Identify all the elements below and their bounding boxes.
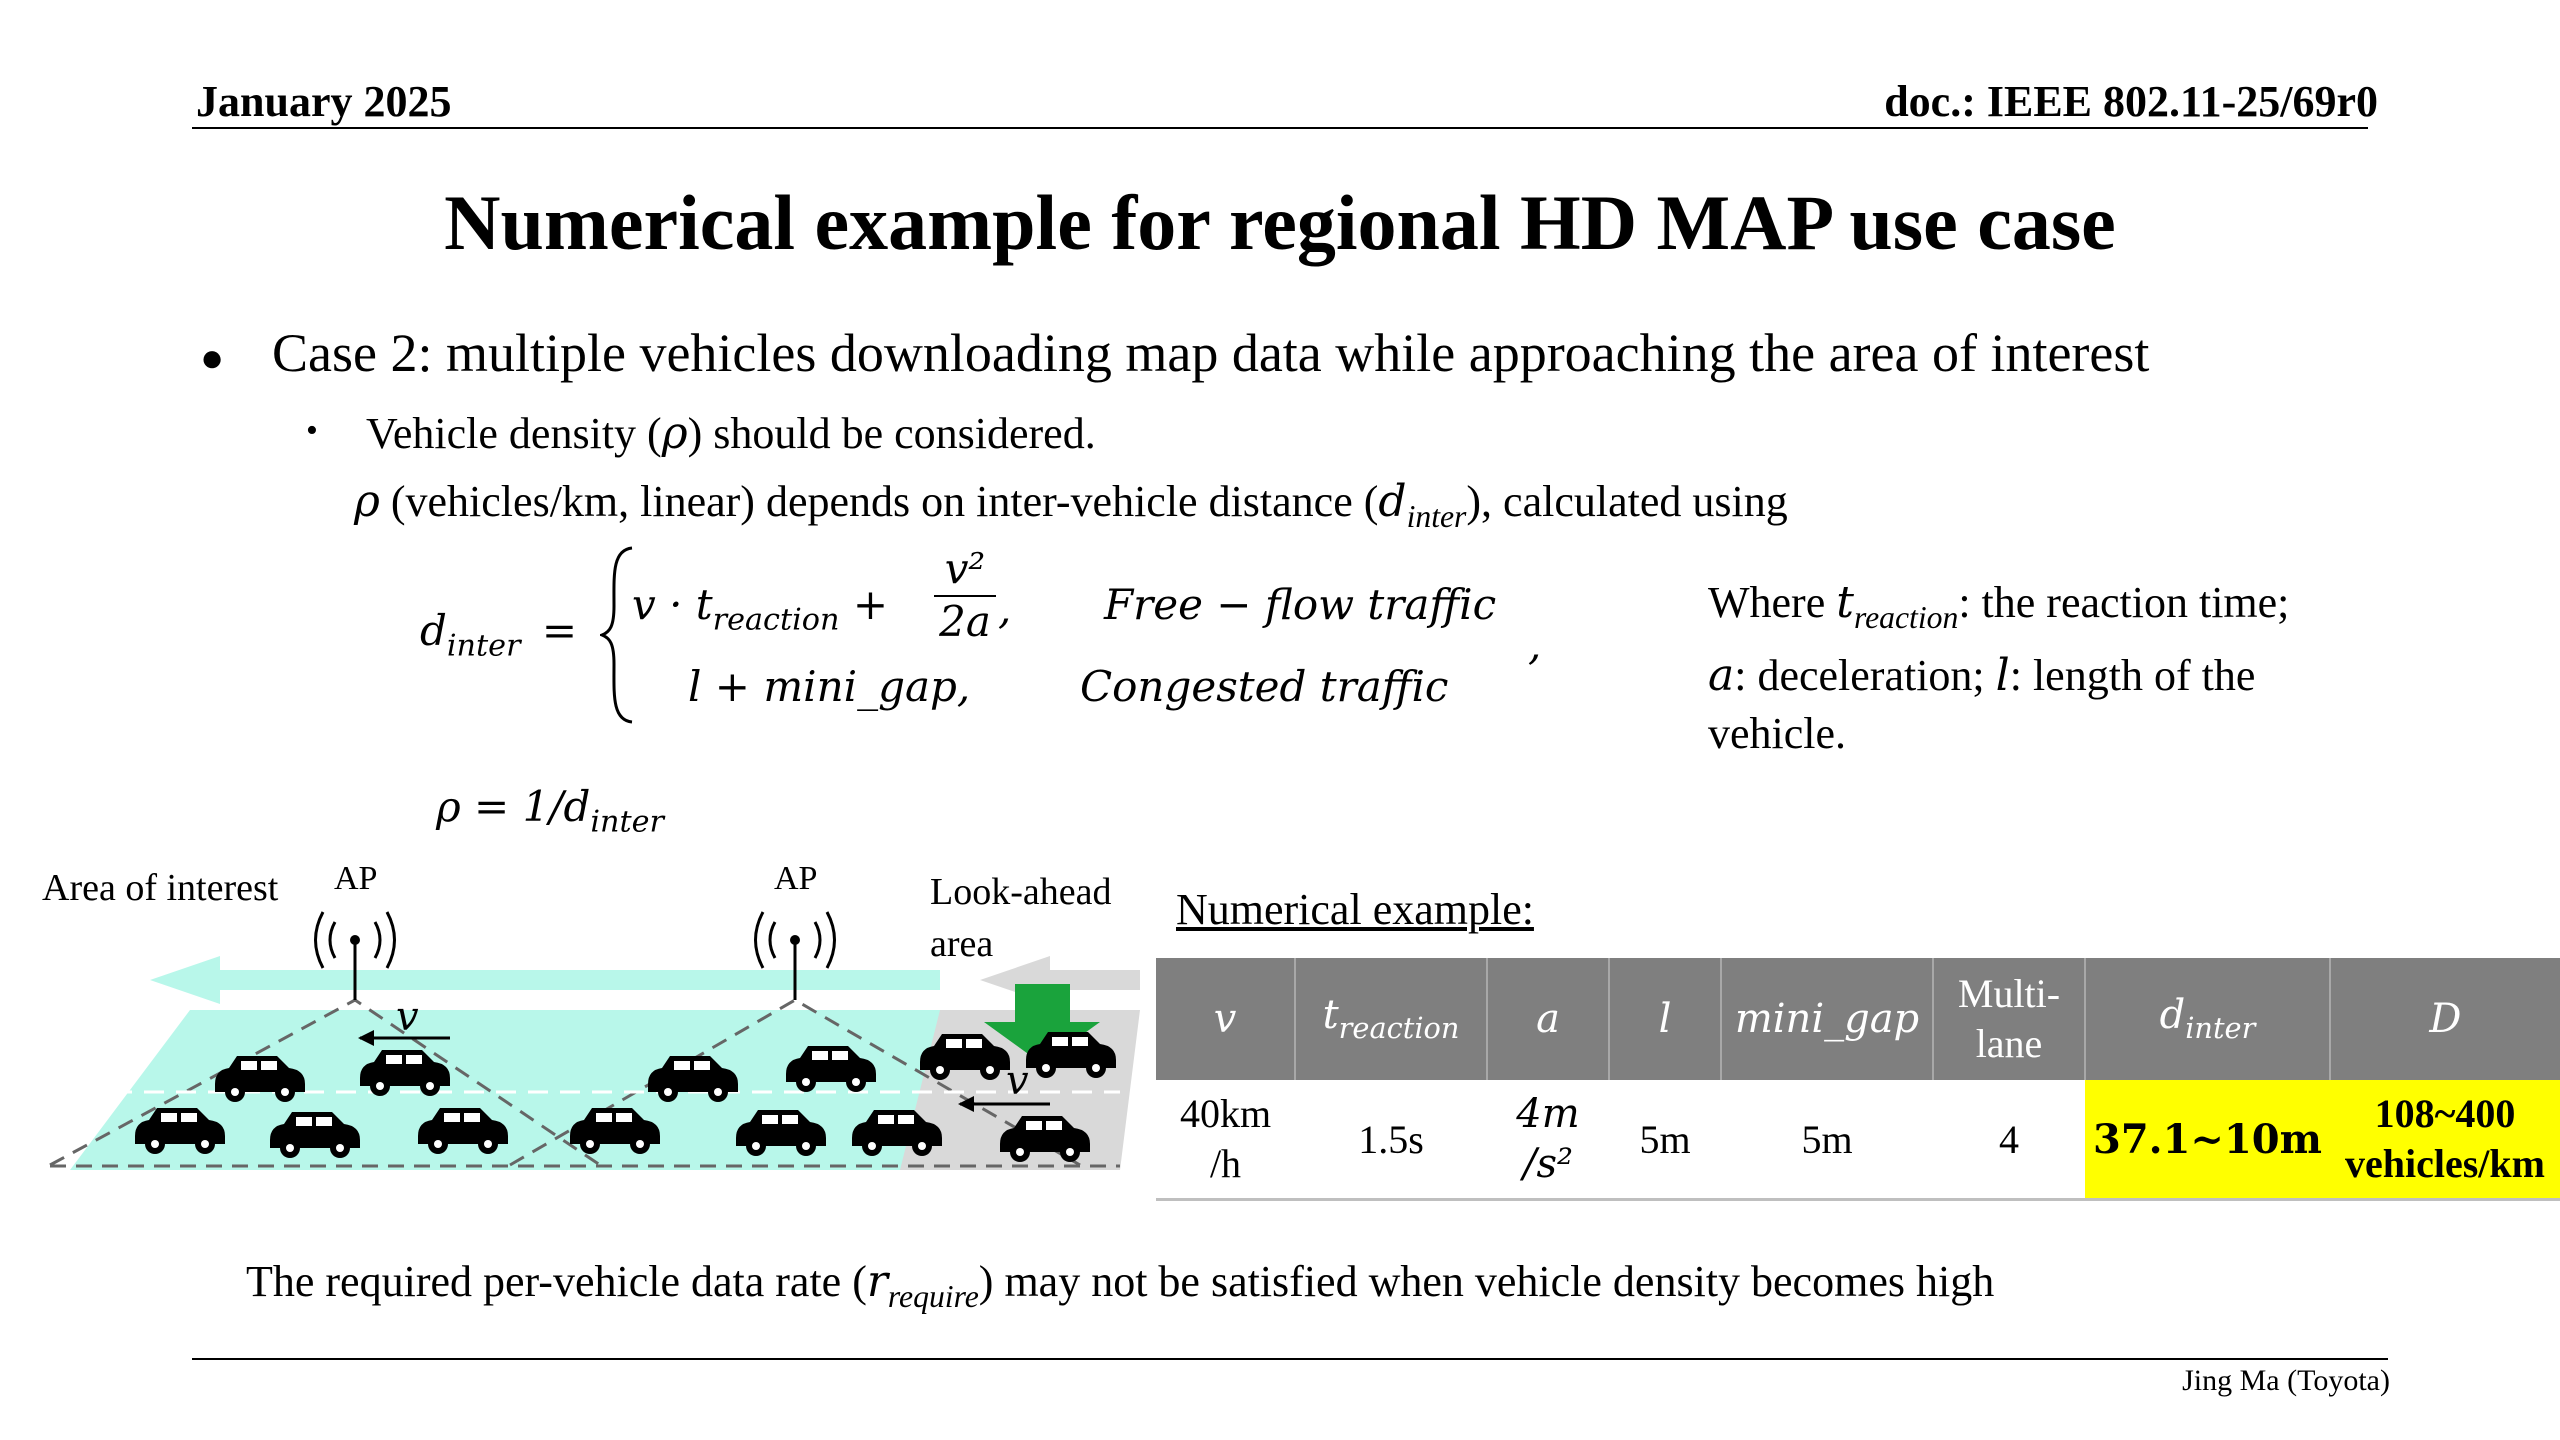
congested-label: Congested traffic xyxy=(1080,662,1449,711)
col-mini-gap: mini_gap xyxy=(1721,958,1933,1080)
bullet-case-2: Case 2: multiple vehicles downloading map data while approaching the area of interest xyxy=(272,323,2150,383)
col-a: a xyxy=(1487,958,1609,1080)
ap-label-2: AP xyxy=(774,860,818,897)
table-header-row xyxy=(1156,958,2560,1080)
cell-d: 108~400 vehicles/km xyxy=(2330,1080,2560,1200)
cell-l: 5m xyxy=(1609,1080,1721,1200)
col-multi-lane: Multi- lane xyxy=(1933,958,2085,1080)
road-diagram xyxy=(40,860,1150,1180)
col-v: v xyxy=(1156,958,1295,1080)
free-flow-label: Free − flow traffic xyxy=(1104,580,1497,629)
cell-d-inter: 37.1~10m xyxy=(2085,1080,2330,1200)
rho-formula: $\rho = 1/d_{inter}$ xyxy=(436,782,664,840)
col-t-reaction: $t_{reaction}$ xyxy=(1295,958,1487,1080)
ap-label-1: AP xyxy=(334,860,378,897)
cell-v: 40km /h xyxy=(1156,1080,1295,1200)
col-d-inter: $d_{inter}$ xyxy=(2085,958,2330,1080)
footer-rule xyxy=(192,1358,2388,1360)
velocity-label-2: v xyxy=(1006,1058,1029,1104)
footer-author: Jing Ma (Toyota) xyxy=(2182,1364,2390,1397)
table-row xyxy=(1156,1080,2560,1200)
numerical-example-heading: Numerical example: xyxy=(1176,885,1534,934)
bullet-vehicle-density: Vehicle density (ρ) should be considered. xyxy=(366,408,1096,459)
conclusion-text: The required per-vehicle data rate $(r_{require})$ may not be satisfied when vehicle density becomes high xyxy=(246,1256,1995,1315)
cell-multi-lane: 4 xyxy=(1933,1080,2085,1200)
d-inter-formula: $d_{inter}$ = $v \cdot t_{reaction}$ + v² 2a , Free − flow traffic l + mini_gap, Congested traffic , xyxy=(420,540,1570,740)
cell-a: 4m /s² xyxy=(1487,1080,1609,1200)
numerical-table xyxy=(1156,958,2560,1201)
header-rule xyxy=(192,127,2368,129)
header-date: January 2025 xyxy=(196,77,452,126)
variable-definitions: Where $t_{reaction}$: the reaction time; a: deceleration; l: length of the vehicle. xyxy=(1708,577,2290,759)
cell-mini-gap: 5m xyxy=(1721,1080,1933,1200)
velocity-label-1: v xyxy=(396,994,419,1040)
bullet-dot-1: ● xyxy=(200,335,225,380)
look-ahead-label: Look-ahead area xyxy=(930,871,1112,965)
bullet-dot-2: • xyxy=(306,412,318,449)
area-of-interest-label: Area of interest xyxy=(42,867,279,909)
header-doc-id: doc.: IEEE 802.11-25/69r0 xyxy=(1884,77,2378,126)
col-l: l xyxy=(1609,958,1721,1080)
slide-title: Numerical example for regional HD MAP use case xyxy=(444,179,2116,266)
cell-t-reaction: 1.5s xyxy=(1295,1080,1487,1200)
fraction: v² 2a xyxy=(934,544,996,646)
col-d: D xyxy=(2330,958,2560,1080)
rho-description: ρ (vehicles/km, linear) depends on inter-vehicle distance $(d_{inter})$, calculated using xyxy=(354,476,1788,535)
